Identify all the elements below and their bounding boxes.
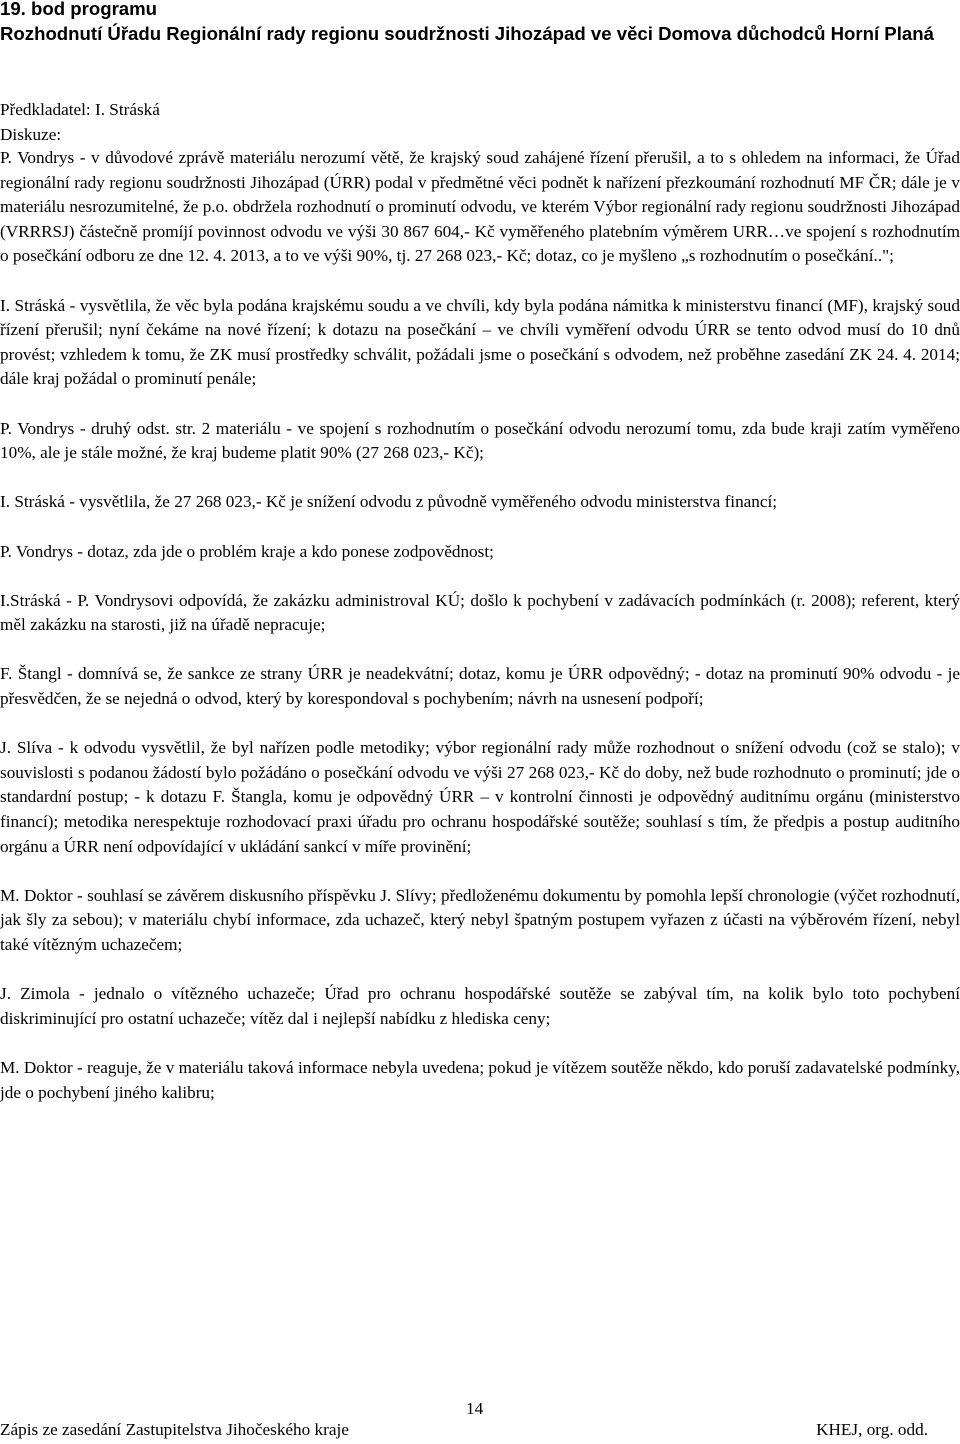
paragraph-stangl: F. Štangl - domnívá se, že sankce ze strany ÚRR je neadekvátní; dotaz, komu je ÚRR odpovědný; - dotaz na prominutí 90% odvodu - je přesvědčen, že se nejedná o odvod, který by korespondoval s pochybením; návrh na usnesení podpoří; (0, 664, 960, 709)
paragraph-doktor-2: M. Doktor - reaguje, že v materiálu taková informace nebyla uvedena; pokud je vítězem soutěže někdo, kdo poruší zadavatelské podmínky, jde o pochybení jiného kalibru; (0, 1057, 960, 1102)
page-number: 14 (466, 1399, 484, 1418)
paragraph-straska-1: I. Stráská - vysvětlila, že věc byla podána krajskému soudu a ve chvíli, kdy byla podána námitka k ministerstvu financí (MF), krajský soud řízení přerušil; nyní čekáme na nové řízení; k dotazu na posečkání – ve chvíli vyměření odvodu ÚRR se tento odvod musí do 10 dnů provést; vzhledem k tomu, že ZK musí prostředky schválit, požádali jsme o posečkání s odvodem, než proběhne zasedání ZK 24. 4. 2014; dále kraj požádal o prominutí penále; (0, 295, 960, 389)
agenda-heading (0, 0, 960, 46)
paragraph-straska-3: I.Stráská - P. Vondrysovi odpovídá, že zakázku administroval KÚ; došlo k pochybení v zadávacích podmínkách (r. 2008); referent, který měl zakázku na starosti, již na úřadě nepracuje; (0, 590, 960, 635)
footer-document-title: Zápis ze zasedání Zastupitelstva Jihočeského kraje (0, 1420, 349, 1439)
discussion-body (0, 146, 960, 1105)
footer-department: KHEJ, org. odd. (816, 1420, 928, 1439)
discussion-label: Diskuze: (0, 124, 62, 144)
agenda-item-number: 19. bod programu (0, 0, 158, 19)
paragraph-vondrys-2: P. Vondrys - druhý odst. str. 2 materiálu - ve spojení s rozhodnutím o posečkání odvodu nerozumí tomu, zda bude kraji zatím vyměřeno 10%, ale je stále možné, že kraj budeme platit 90% (27 268 023,- Kč); (0, 418, 960, 463)
presenter-line: Předkladatel: I. Stráská (0, 100, 160, 119)
paragraph-doktor-1: M. Doktor - souhlasí se závěrem diskusního příspěvku J. Slívy; předloženému dokumentu by pomohla lepší chronologie (výčet rozhodnutí, jak šly za sebou); v materiálu chybí informace, zda uchazeč, který nebyl špatným postupem vyřazen z účasti na výběrovém řízení, nebyl také vítězným uchazečem; (0, 885, 960, 954)
paragraph-sliva: J. Slíva - k odvodu vysvětlil, že byl nařízen podle metodiky; výbor regionální rady může rozhodnout o snížení odvodu (což se stalo); v souvislosti s podanou žádostí bylo požádáno o posečkání odvodu ve výši 27 268 023,- Kč do doby, než bude rozhodnuto o prominutí; jde o standardní postup; - k dotazu F. Štangla, komu je odpovědný ÚRR – v kontrolní činnosti je odpovědný auditnímu orgánu (ministerstvo financí); metodika nerespektuje rozhodovací praxi úřadu pro ochranu hospodářské soutěže; souhlasí s tím, že předpis a postup auditního orgánu a ÚRR není odpovídající v ukládání sankcí v míře provinění; (0, 738, 960, 856)
paragraph-vondrys-1: P. Vondrys - v důvodové zprávě materiálu nerozumí větě, že krajský soud zahájené řízení přerušil, a to s ohledem na informaci, že Úřad regionální rady regionu soudržnosti Jihozápad (ÚRR) podal v předmětné věci podnět k nařízení přezkoumání rozhodnutí MF ČR; dále je v materiálu nesrozumitelné, že p.o. obdržela rozhodnutí o prominutí odvodu, ve kterém Výbor regionální rady regionu soudržnosti Jihozápad (VRRRSJ) částečně promíjí povinnost odvodu ve výši 30 867 604,- Kč vyměřeného platebním výměrem URR…ve spojení s rozhodnutím o posečkání odboru ze dne 12. 4. 2013, a to ve výši 90%, tj. 27 268 023,- Kč; dotaz, co je myšleno „s rozhodnutím o posečkání.."; (0, 148, 960, 266)
paragraph-straska-2: I. Stráská - vysvětlila, že 27 268 023,- Kč je snížení odvodu z původně vyměřeného odvodu ministerstva financí; (0, 492, 778, 512)
paragraph-zimola: J. Zimola - jednalo o vítězného uchazeče; Úřad pro ochranu hospodářské soutěže se zabýval tím, na kolik bylo toto pochybení diskriminující pro ostatní uchazeče; vítěz dal i nejlepší nabídku z hlediska ceny; (0, 984, 960, 1028)
paragraph-vondrys-3: P. Vondrys - dotaz, zda jde o problém kraje a kdo ponese zodpovědnost; (0, 541, 494, 561)
agenda-meta (0, 98, 960, 147)
agenda-item-title: Rozhodnutí Úřadu Regionální rady regionu soudržnosti Jihozápad ve věci Domova důchodců Horní Planá (0, 22, 934, 44)
